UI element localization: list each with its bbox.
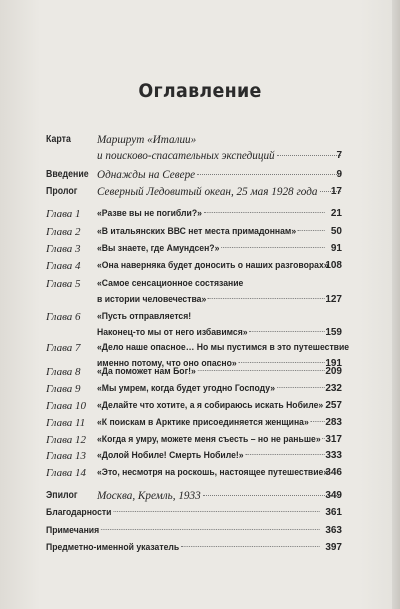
toc-page-number: 127 xyxy=(325,294,342,305)
toc-entry-label: Глава 11 xyxy=(46,417,86,429)
toc-page-number: 333 xyxy=(325,450,342,461)
toc-entry-title xyxy=(97,415,327,431)
toc-entry-label: Глава 12 xyxy=(46,434,87,446)
toc-page-number: 232 xyxy=(325,383,342,394)
toc-entry-text: в истории человечества» xyxy=(97,294,207,305)
toc-entry-label: Глава 4 xyxy=(46,260,81,272)
toc-page-number: 257 xyxy=(325,400,342,411)
toc-entry-label: Глава 10 xyxy=(46,400,87,412)
toc-entry-text: «Дело наше опасное… Но мы пустимся в это путешествие xyxy=(97,342,350,353)
toc-page-number: 283 xyxy=(325,417,342,428)
toc-entry-text: Наконец-то мы от него избавимся» xyxy=(97,327,248,338)
toc-entry-label: Карта xyxy=(46,134,71,145)
toc-page-number: 17 xyxy=(330,186,342,197)
toc-entry-title xyxy=(97,258,327,274)
toc-entry-title xyxy=(97,167,343,183)
dot-leader xyxy=(181,545,320,547)
dot-leader xyxy=(198,369,325,371)
toc-page-number: 363 xyxy=(325,525,342,536)
toc-entry-text: Примечания xyxy=(46,525,100,536)
dot-leader xyxy=(221,246,325,248)
toc-entry-label: Глава 8 xyxy=(46,366,81,378)
toc-entry-text: Благодарности xyxy=(46,507,112,518)
toc-entry-title xyxy=(97,398,327,414)
toc-entry-text: Москва, Кремль, 1933 xyxy=(97,490,201,502)
toc-entry-title xyxy=(97,465,327,481)
toc-page-number: 346 xyxy=(325,467,342,478)
toc-page-number: 21 xyxy=(330,208,342,219)
toc-entry-text: «Делайте что хотите, а я собираюсь искать Нобиле» xyxy=(97,400,324,411)
toc-entry-title xyxy=(97,132,343,164)
toc-entry-label: Глава 5 xyxy=(46,278,81,290)
toc-page-number: 349 xyxy=(325,490,342,501)
toc-entry-text: Предметно-именной указатель xyxy=(46,542,180,553)
toc-page-number: 191 xyxy=(325,358,342,369)
toc-entry-text: «Самое сенсационное состязание xyxy=(97,278,244,289)
toc-entry-label: Глава 7 xyxy=(46,342,81,354)
toc-entry-text: и поисково-спасательных экспедиций xyxy=(97,150,275,162)
toc-entry-title xyxy=(97,364,327,380)
toc-entry-title xyxy=(97,206,327,222)
dot-leader xyxy=(208,297,325,299)
toc-entry-label: Глава 9 xyxy=(46,383,81,395)
toc-page-number: 317 xyxy=(325,434,342,445)
toc-entry-title xyxy=(97,432,327,448)
toc-entry-title xyxy=(97,224,327,240)
dot-leader xyxy=(101,528,320,530)
toc-entry-label: Пролог xyxy=(46,186,78,197)
toc-entry-text: «Она наверняка будет доносить о наших разговорах» xyxy=(97,260,329,271)
toc-page-number: 209 xyxy=(325,366,342,377)
toc-entry-text: «Это, несмотря на роскошь, настоящее путешествие» xyxy=(97,467,329,478)
toc-entry-title xyxy=(97,241,327,257)
toc-entry-label: Глава 6 xyxy=(46,311,81,323)
toc-entry-title xyxy=(97,184,343,200)
toc-entry-text: «Мы умрем, когда будет угодно Господу» xyxy=(97,383,276,394)
toc-page-number: 50 xyxy=(330,226,342,237)
toc-entry-text: «Когда я умру, можете меня съесть – но не раньше» xyxy=(97,434,321,445)
toc-entry-text: «К поискам в Арктике присоединяется женщина» xyxy=(97,417,309,428)
dot-leader xyxy=(113,510,319,512)
toc-entry-title xyxy=(46,540,321,556)
toc-entry-label: Введение xyxy=(46,169,89,180)
toc-entry-title xyxy=(97,381,327,397)
toc-page-number: 91 xyxy=(330,243,342,254)
toc-entry-text: «Пусть отправляется! xyxy=(97,311,192,322)
toc-entry-title xyxy=(97,309,327,341)
toc-page-number: 361 xyxy=(325,507,342,518)
toc-page-number: 7 xyxy=(336,150,342,161)
toc-entry-title xyxy=(97,276,327,308)
toc-entry-label: Глава 13 xyxy=(46,450,87,462)
toc-entry-text: Однажды на Севере xyxy=(97,169,196,181)
page-title: Оглавление xyxy=(138,80,262,102)
toc-entry-label: Эпилог xyxy=(46,490,78,501)
toc-entry-title xyxy=(97,448,327,464)
toc-entry-title xyxy=(46,523,321,539)
toc-page-number: 9 xyxy=(336,169,342,180)
toc-entry-text: «Да поможет нам Бог!» xyxy=(97,366,196,377)
toc-page-number: 108 xyxy=(325,260,342,271)
page-edge-shadow xyxy=(392,0,400,609)
toc-page-number: 397 xyxy=(325,542,342,553)
toc-entry-label: Глава 14 xyxy=(46,467,87,479)
toc-entry-text: «Вы знаете, где Амундсен?» xyxy=(97,243,220,254)
dot-leader xyxy=(204,211,325,213)
toc-entry-title xyxy=(97,488,343,504)
toc-entry-label: Глава 2 xyxy=(46,226,81,238)
toc-entry-text: Северный Ледовитый океан, 25 мая 1928 года xyxy=(97,186,318,198)
toc-entry-text: именно потому, что оно опасно» xyxy=(97,358,237,369)
toc-entry-label: Глава 1 xyxy=(46,208,81,220)
toc-entry-text: «В итальянских ВВС нет места примадоннам» xyxy=(97,226,297,237)
toc-entry-label: Глава 3 xyxy=(46,243,81,255)
toc-page-number: 159 xyxy=(325,327,342,338)
toc-entry-text: «Разве вы не погибли?» xyxy=(97,208,202,219)
toc-entry-title xyxy=(46,505,321,521)
toc-entry-text: Маршрут «Италии» xyxy=(97,134,197,146)
toc-entry-text: «Долой Нобиле! Смерть Нобиле!» xyxy=(97,450,244,461)
